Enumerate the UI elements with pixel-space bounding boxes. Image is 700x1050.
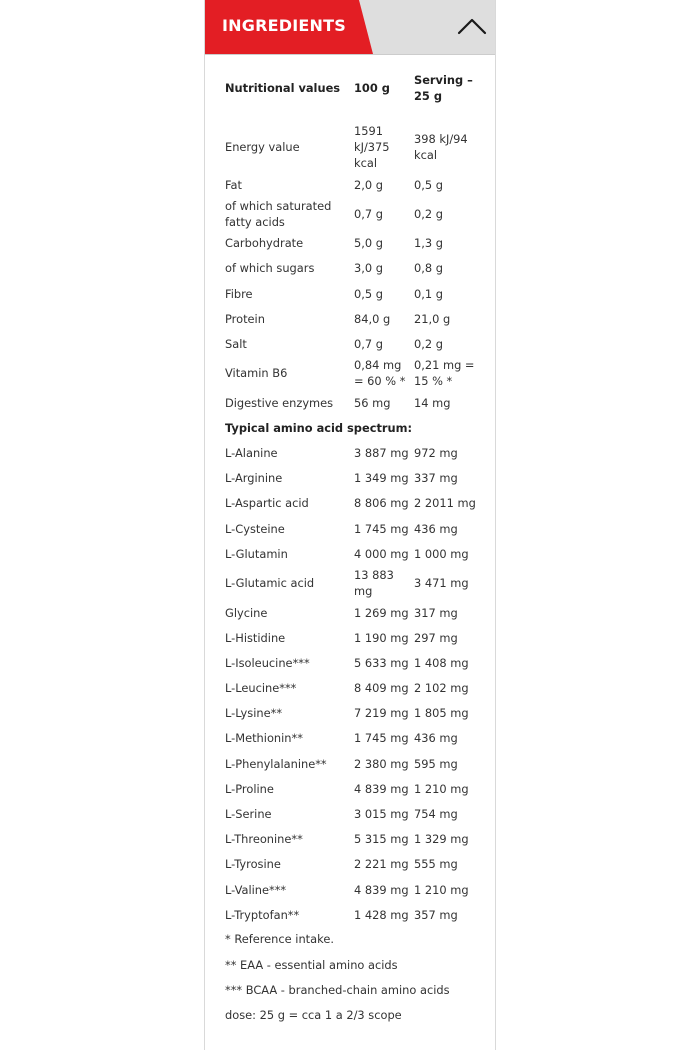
- value-per-serving: 14 mg: [414, 395, 451, 410]
- value-per-100g: 1 428 mg: [354, 907, 409, 922]
- table-row: [225, 801, 480, 826]
- table-row: [225, 231, 480, 256]
- value-per-serving: 357 mg: [414, 907, 458, 922]
- nutrient-name: L-Glutamin: [225, 546, 288, 561]
- amino-section-heading: Typical amino acid spectrum:: [225, 420, 413, 435]
- value-per-serving: 1 000 mg: [414, 546, 469, 561]
- table-row: [225, 877, 480, 902]
- nutrient-name: Fat: [225, 177, 242, 192]
- value-per-serving: 0,21 mg = 15 % *: [414, 358, 475, 389]
- nutrient-name: L-Alanine: [225, 446, 278, 461]
- nutrient-name: Salt: [225, 337, 247, 352]
- nutrient-name: Glycine: [225, 605, 268, 620]
- value-per-100g: 2 221 mg: [354, 857, 409, 872]
- nutrient-name: Protein: [225, 311, 265, 326]
- nutrient-name: L-Serine: [225, 807, 272, 822]
- value-per-100g: 2 380 mg: [354, 756, 409, 771]
- value-per-serving: 0,1 g: [414, 286, 443, 301]
- nutrient-name: of which saturated fatty acids: [225, 198, 332, 229]
- nutrient-name: L-Glutamic acid: [225, 576, 315, 591]
- value-per-serving: 1 805 mg: [414, 706, 469, 721]
- value-per-serving: 972 mg: [414, 446, 458, 461]
- table-row: [225, 281, 480, 306]
- table-row: [225, 625, 480, 650]
- value-per-100g: 1 745 mg: [354, 731, 409, 746]
- value-per-100g: 5,0 g: [354, 236, 383, 251]
- nutrient-name: Energy value: [225, 140, 300, 154]
- header-100g: 100 g: [354, 81, 390, 95]
- table-row: [225, 466, 480, 491]
- table-row: [225, 726, 480, 751]
- value-per-serving: 555 mg: [414, 857, 458, 872]
- value-per-100g: 5 633 mg: [354, 655, 409, 670]
- table-row: [225, 491, 480, 516]
- value-per-100g: 4 000 mg: [354, 546, 409, 561]
- value-per-serving: 0,2 g: [414, 337, 443, 352]
- accordion-content: [225, 54, 485, 1028]
- value-per-serving: 1 210 mg: [414, 781, 469, 796]
- table-row: [225, 600, 480, 625]
- value-per-100g: 3 887 mg: [354, 446, 409, 461]
- value-per-serving: 595 mg: [414, 756, 458, 771]
- nutrient-name: L-Histidine: [225, 630, 286, 645]
- footnote: *** BCAA - branched-chain amino acids: [225, 982, 450, 997]
- table-row: [225, 390, 480, 415]
- nutrient-name: Carbohydrate: [225, 236, 304, 251]
- value-per-100g: 84,0 g: [354, 311, 391, 326]
- table-row: [225, 751, 480, 776]
- value-per-serving: 0,2 g: [414, 206, 443, 221]
- nutrient-name: L-Lysine**: [225, 706, 283, 721]
- nutrition-table: [225, 54, 480, 927]
- nutrient-name: L-Threonine**: [225, 832, 303, 847]
- nutrient-name: Fibre: [225, 286, 253, 301]
- value-per-serving: 1 408 mg: [414, 655, 469, 670]
- table-row: [225, 676, 480, 701]
- table-row: [225, 172, 480, 197]
- table-row: [225, 827, 480, 852]
- value-per-100g: 3 015 mg: [354, 807, 409, 822]
- amino-section-heading-row: [225, 415, 480, 440]
- value-per-serving: 1 329 mg: [414, 832, 469, 847]
- nutrient-name: Vitamin B6: [225, 366, 288, 381]
- value-per-100g: 1 745 mg: [354, 521, 409, 536]
- table-row: [225, 650, 480, 675]
- value-per-serving: 436 mg: [414, 521, 458, 536]
- value-per-serving: 1 210 mg: [414, 882, 469, 897]
- value-per-100g: 0,7 g: [354, 206, 383, 221]
- value-per-serving: 0,8 g: [414, 261, 443, 276]
- value-per-serving: 398 kJ/94 kcal: [414, 132, 468, 162]
- value-per-100g: 3,0 g: [354, 261, 383, 276]
- table-row: [225, 357, 480, 391]
- nutrient-name: L-Cysteine: [225, 521, 285, 536]
- value-per-100g: 1 349 mg: [354, 471, 409, 486]
- value-per-serving: 317 mg: [414, 605, 458, 620]
- value-per-serving: 436 mg: [414, 731, 458, 746]
- table-row: [225, 306, 480, 331]
- header-serving: Serving – 25 g: [414, 73, 473, 103]
- nutrient-name: of which sugars: [225, 261, 315, 276]
- table-row: [225, 902, 480, 927]
- value-per-serving: 2 2011 mg: [414, 496, 476, 511]
- value-per-100g: 4 839 mg: [354, 882, 409, 897]
- value-per-serving: 337 mg: [414, 471, 458, 486]
- table-row: [225, 852, 480, 877]
- value-per-100g: 0,7 g: [354, 337, 383, 352]
- value-per-100g: 13 883 mg: [354, 568, 394, 599]
- table-row: [225, 122, 480, 172]
- value-per-100g: 7 219 mg: [354, 706, 409, 721]
- nutrient-name: L-Aspartic acid: [225, 496, 309, 511]
- value-per-100g: 0,5 g: [354, 286, 383, 301]
- value-per-100g: 2,0 g: [354, 177, 383, 192]
- accordion-header[interactable]: [205, 0, 495, 55]
- value-per-serving: 297 mg: [414, 630, 458, 645]
- value-per-serving: 1,3 g: [414, 236, 443, 251]
- value-per-serving: 754 mg: [414, 807, 458, 822]
- value-per-100g: 0,84 mg = 60 % *: [354, 358, 406, 389]
- table-row: [225, 541, 480, 566]
- nutrient-name: L-Proline: [225, 781, 274, 796]
- table-row: [225, 441, 480, 466]
- value-per-100g: 4 839 mg: [354, 781, 409, 796]
- value-per-serving: 21,0 g: [414, 311, 451, 326]
- table-row: [225, 566, 480, 600]
- ingredients-accordion: [204, 0, 496, 1050]
- nutrient-name: L-Methionin**: [225, 731, 303, 746]
- nutrient-name: L-Isoleucine***: [225, 655, 310, 670]
- table-row: [225, 701, 480, 726]
- value-per-serving: 3 471 mg: [414, 576, 469, 591]
- accordion-title: INGREDIENTS: [222, 16, 346, 35]
- table-header-row: [225, 54, 480, 122]
- value-per-100g: 8 806 mg: [354, 496, 409, 511]
- table-row: [225, 776, 480, 801]
- footnote: * Reference intake.: [225, 932, 334, 947]
- header-nutritional-values: Nutritional values: [225, 81, 341, 95]
- chevron-up-icon[interactable]: [457, 13, 487, 39]
- nutrient-name: L-Valine***: [225, 882, 287, 897]
- nutrient-name: L-Leucine***: [225, 681, 297, 696]
- value-per-100g: 5 315 mg: [354, 832, 409, 847]
- value-per-serving: 0,5 g: [414, 177, 443, 192]
- table-row: [225, 197, 480, 231]
- footnote: ** EAA - essential amino acids: [225, 957, 398, 972]
- table-row: [225, 331, 480, 356]
- table-row: [225, 516, 480, 541]
- value-per-serving: 2 102 mg: [414, 681, 469, 696]
- value-per-100g: 56 mg: [354, 395, 391, 410]
- table-row: [225, 256, 480, 281]
- footnote: dose: 25 g = cca 1 a 2/3 scope: [225, 1007, 402, 1022]
- value-per-100g: 1591 kJ/375 kcal: [354, 124, 390, 170]
- value-per-100g: 1 269 mg: [354, 605, 409, 620]
- nutrient-name: L-Arginine: [225, 471, 283, 486]
- nutrient-name: L-Tryptofan**: [225, 907, 300, 922]
- nutrient-name: L-Tyrosine: [225, 857, 281, 872]
- nutrient-name: L-Phenylalanine**: [225, 756, 327, 771]
- footnotes: [225, 927, 485, 1028]
- value-per-100g: 1 190 mg: [354, 630, 409, 645]
- value-per-100g: 8 409 mg: [354, 681, 409, 696]
- nutrient-name: Digestive enzymes: [225, 395, 334, 410]
